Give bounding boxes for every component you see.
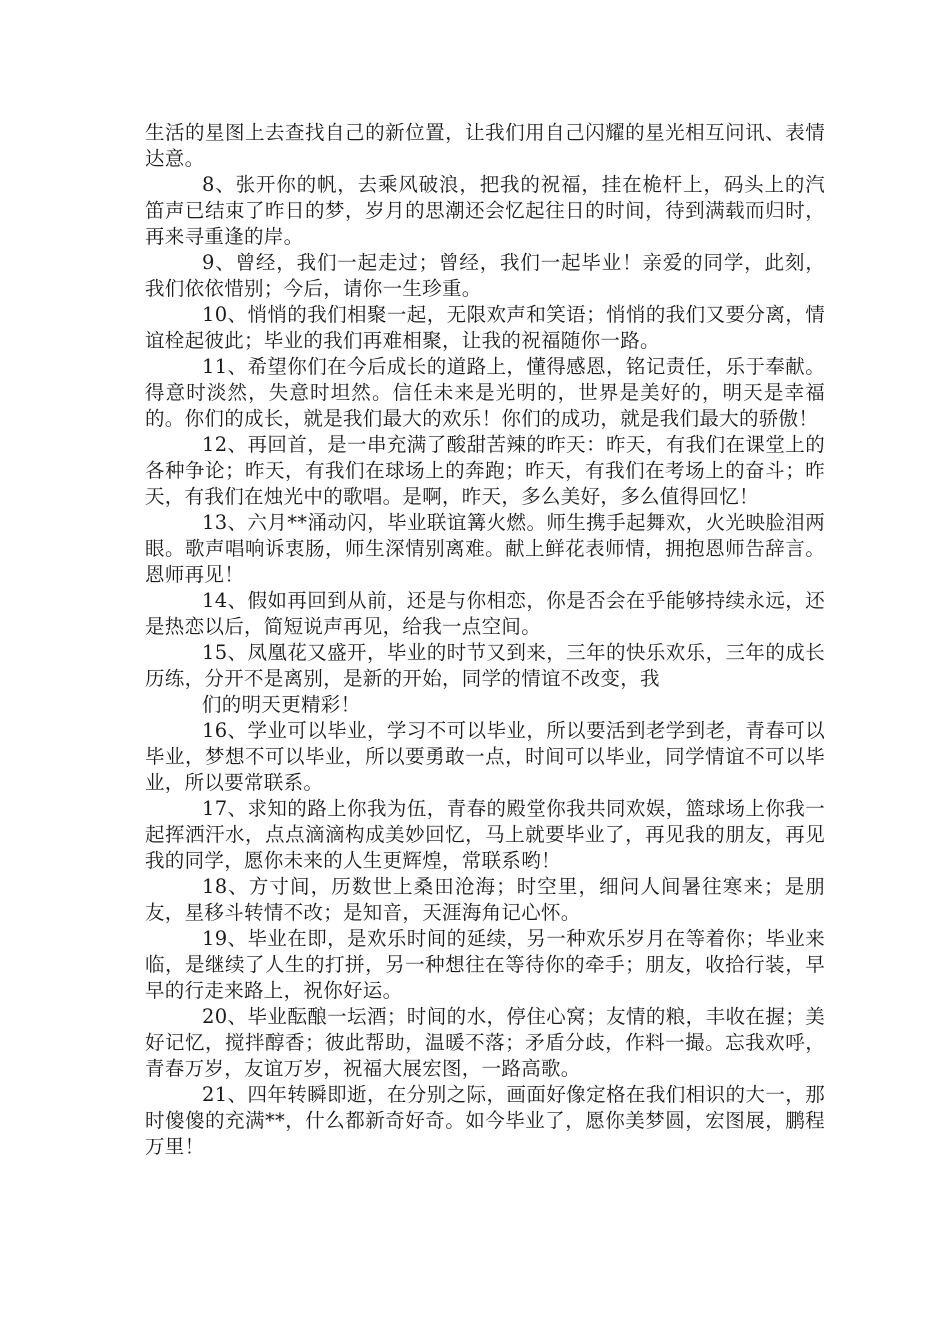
paragraph-17: 17、求知的路上你我为伍，青春的殿堂你我共同欢娱，篮球场上你我一起挥洒汗水，点点滴滴构成美妙回忆，马上就要毕业了，再见我的朋友，再见我的同学，愿你未来的人生更辉煌，常联系哟！ [145, 797, 825, 872]
paragraph-13: 13、六月**涌动闪，毕业联谊篝火燃。师生携手起舞欢，火光映脸泪两眼。歌声唱响诉衷肠，师生深情别离难。献上鲜花表师情，拥抱恩师告辞言。恩师再见！ [145, 511, 825, 586]
paragraph-0: 生活的星图上去查找自己的新位置，让我们用自己闪耀的星光相互问讯、表情达意。 [145, 121, 825, 170]
paragraph-19: 19、毕业在即，是欢乐时间的延续，另一种欢乐岁月在等着你；毕业来临，是继续了人生的打拼，另一种想往在等待你的牵手；朋友，收拾行装，早早的行走来路上，祝你好运。 [145, 927, 825, 1002]
paragraph-14: 14、假如再回到从前，还是与你相恋，你是否会在乎能够持续永远，还是热恋以后，简短说声再见，给我一点空间。 [145, 589, 825, 638]
paragraph-11: 11、希望你们在今后成长的道路上，懂得感恩，铭记责任，乐于奉献。得意时淡然，失意时坦然。信任未来是光明的，世界是美好的，明天是幸福的。你们的成长，就是我们最大的欢乐！你们的成功，就是我们最大的骄傲！ [145, 355, 825, 430]
paragraph-18: 18、方寸间，历数世上桑田沧海；时空里，细问人间暑往寒来；是朋友，星移斗转情不改；是知音，天涯海角记心怀。 [145, 875, 825, 924]
paragraph-12: 12、再回首，是一串充满了酸甜苦辣的昨天：昨天，有我们在课堂上的各种争论；昨天，有我们在球场上的奔跑；昨天，有我们在考场上的奋斗；昨天，有我们在烛光中的歌唱。是啊，昨天，多么美好，多么值得回忆！ [145, 433, 825, 508]
paragraph-8: 8、张开你的帆，去乘风破浪，把我的祝福，挂在桅杆上，码头上的汽笛声已结束了昨日的梦，岁月的思潮还会忆起往日的时间，待到满载而归时，再来寻重逢的岸。 [145, 173, 825, 248]
paragraph-15-continued: 们的明天更精彩！ [202, 693, 361, 716]
paragraph-21: 21、四年转瞬即逝，在分别之际，画面好像定格在我们相识的大一，那时傻傻的充满**，什么都新奇好奇。如今毕业了，愿你美梦圆，宏图展，鹏程万里！ [145, 1083, 825, 1158]
paragraph-20: 20、毕业酝酿一坛酒；时间的水，停住心窝；友情的粮，丰收在握；美好记忆，搅拌醇香；彼此帮助，温暖不落；矛盾分歧，作料一撮。忘我欢呼，青春万岁，友谊万岁，祝福大展宏图，一路高歌。 [145, 1005, 825, 1080]
paragraph-9: 9、曾经，我们一起走过；曾经，我们一起毕业！亲爱的同学，此刻，我们依依惜别；今后，请你一生珍重。 [145, 251, 825, 300]
paragraph-15: 15、凤凰花又盛开，毕业的时节又到来，三年的快乐欢乐，三年的成长历练，分开不是离别，是新的开始，同学的情谊不改变，我 [145, 641, 825, 690]
paragraph-16: 16、学业可以毕业，学习不可以毕业，所以要活到老学到老，青春可以毕业，梦想不可以毕业，所以要勇敢一点，时间可以毕业，同学情谊不可以毕业，所以要常联系。 [145, 719, 825, 794]
paragraph-10: 10、悄悄的我们相聚一起，无限欢声和笑语；悄悄的我们又要分离，情谊栓起彼此；毕业的我们再难相聚，让我的祝福随你一路。 [145, 303, 825, 352]
document-page [145, 120, 825, 1160]
